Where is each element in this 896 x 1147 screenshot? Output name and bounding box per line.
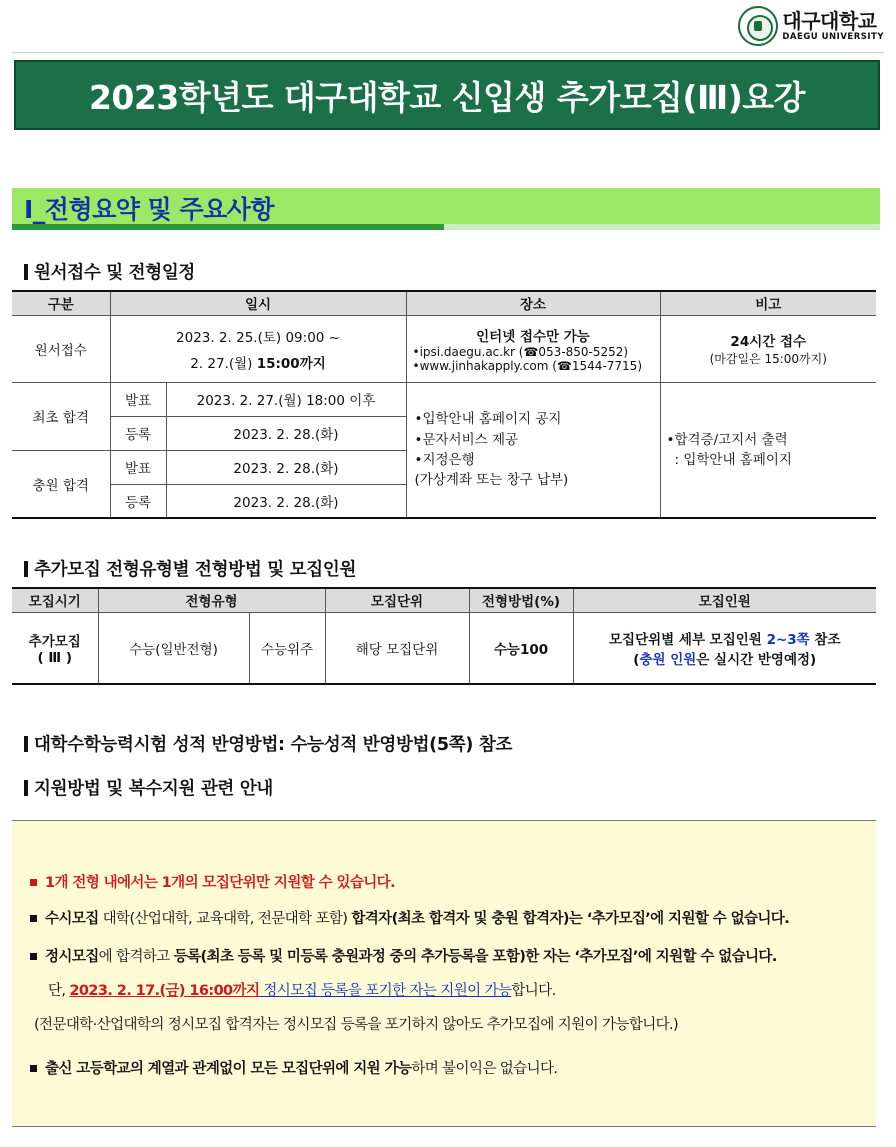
apply-subheading: 지원방법 및 복수지원 관련 안내	[24, 775, 273, 800]
bullet-square-icon	[30, 953, 37, 960]
recruit-subheading: 추가모집 전형유형별 전형방법 및 모집인원	[24, 556, 356, 581]
logo-korean-name: 대구대학교	[782, 8, 877, 33]
date-cell: 2023. 2. 28.(화)	[166, 416, 406, 450]
recruit-period-cell: 추가모집 ( Ⅲ )	[12, 612, 98, 684]
application-date-cell: 2023. 2. 25.(토) 09:00 ~ 2. 27.(월) 15:00까지	[110, 315, 406, 382]
column-header: 장소	[406, 291, 660, 315]
sub-label: 등록	[110, 484, 166, 518]
column-header: 일시	[110, 291, 406, 315]
recruit-method-cell: 수능100	[469, 612, 573, 684]
sub-label: 발표	[110, 450, 166, 484]
table-header-row	[12, 588, 876, 612]
csat-subheading: 대학수학능력시험 성적 반영방법: 수능성적 반영방법(5쪽) 참조	[24, 731, 512, 756]
recruit-type-cell: 수능(일반전형)	[98, 612, 249, 684]
column-header: 모집시기	[12, 588, 98, 612]
recruit-table	[12, 587, 876, 685]
notice-item: 정시모집에 합격하고 등록(최초 등록 및 미등록 충원과정 중의 추가등록을 포함)한 자는 ‘추가모집’에 지원할 수 없습니다.	[30, 945, 777, 966]
recruit-unit-cell: 해당 모집단위	[325, 612, 469, 684]
notice-bottom-line	[12, 1126, 876, 1127]
table-header-row	[12, 291, 876, 315]
column-header: 전형방법(%)	[469, 588, 573, 612]
row-label: 충원 합격	[12, 450, 110, 518]
sub-label: 등록	[110, 416, 166, 450]
logo-english-name: DAEGU UNIVERSITY	[782, 31, 884, 42]
row-label: 원서접수	[12, 315, 110, 382]
notice-item: 1개 전형 내에서는 1개의 모집단위만 지원할 수 있습니다.	[30, 871, 395, 892]
table-row	[12, 315, 876, 382]
notice-item: 수시모집 대학(산업대학, 교육대학, 전문대학 포함) 합격자(최초 합격자 및 충원 합격자)는 ‘추가모집’에 지원할 수 없습니다.	[30, 907, 789, 928]
column-header: 구분	[12, 291, 110, 315]
bullet-square-icon	[30, 1065, 37, 1072]
pass-place-cell: •입학안내 홈페이지 공지 •문자서비스 제공 •지정은행 (가상계좌 또는 창구 납부)	[406, 382, 660, 518]
date-cell: 2023. 2. 28.(화)	[166, 484, 406, 518]
row-label: 최초 합격	[12, 382, 110, 450]
date-cell: 2023. 2. 28.(화)	[166, 450, 406, 484]
bullet-square-icon	[30, 915, 37, 922]
university-logo	[738, 6, 884, 46]
section-heading-text: I_전형요약 및 주요사항	[24, 195, 275, 224]
application-place-cell: 인터넷 접수만 가능 •ipsi.daegu.ac.kr (☎053-850-5252) •www.jinhakapply.com (☎1544-7715)	[406, 315, 660, 382]
column-header: 모집단위	[325, 588, 469, 612]
schedule-subheading: 원서접수 및 전형일정	[24, 259, 195, 284]
bullet-square-icon	[30, 879, 37, 886]
table-row	[12, 612, 876, 684]
header-divider	[12, 52, 884, 53]
notice-item-note: (전문대학·산업대학의 정시모집 합격자는 정시모집 등록을 포기하지 않아도 추가모집에 지원이 가능합니다.)	[34, 1017, 679, 1033]
notice-box	[12, 820, 876, 1126]
pass-note-cell: •합격증/고지서 출력 : 입학안내 홈페이지	[660, 382, 876, 518]
section-heading	[12, 188, 880, 224]
date-cell: 2023. 2. 27.(월) 18:00 이후	[166, 382, 406, 416]
table-row	[12, 382, 876, 416]
recruit-count-cell: 모집단위별 세부 모집인원 2~3쪽 참조 (충원 인원은 실시간 반영예정)	[573, 612, 876, 684]
column-header: 모집인원	[573, 588, 876, 612]
notice-item-sub: 단, 2023. 2. 17.(금) 16:00까지 정시모집 등록을 포기한 자는 지원이 가능합니다.	[48, 983, 556, 999]
application-note-cell: 24시간 접수 (마감일은 15:00까지)	[660, 315, 876, 382]
recruit-type-detail-cell: 수능위주	[249, 612, 325, 684]
university-seal-icon	[738, 6, 778, 46]
notice-item: 출신 고등학교의 계열과 관계없이 모든 모집단위에 지원 가능하며 불이익은 없습니다.	[30, 1057, 557, 1078]
page-title: 2023학년도 대구대학교 신입생 추가모집(Ⅲ)요강	[14, 60, 880, 130]
column-header: 비고	[660, 291, 876, 315]
schedule-table	[12, 290, 876, 519]
column-header: 전형유형	[98, 588, 325, 612]
sub-label: 발표	[110, 382, 166, 416]
